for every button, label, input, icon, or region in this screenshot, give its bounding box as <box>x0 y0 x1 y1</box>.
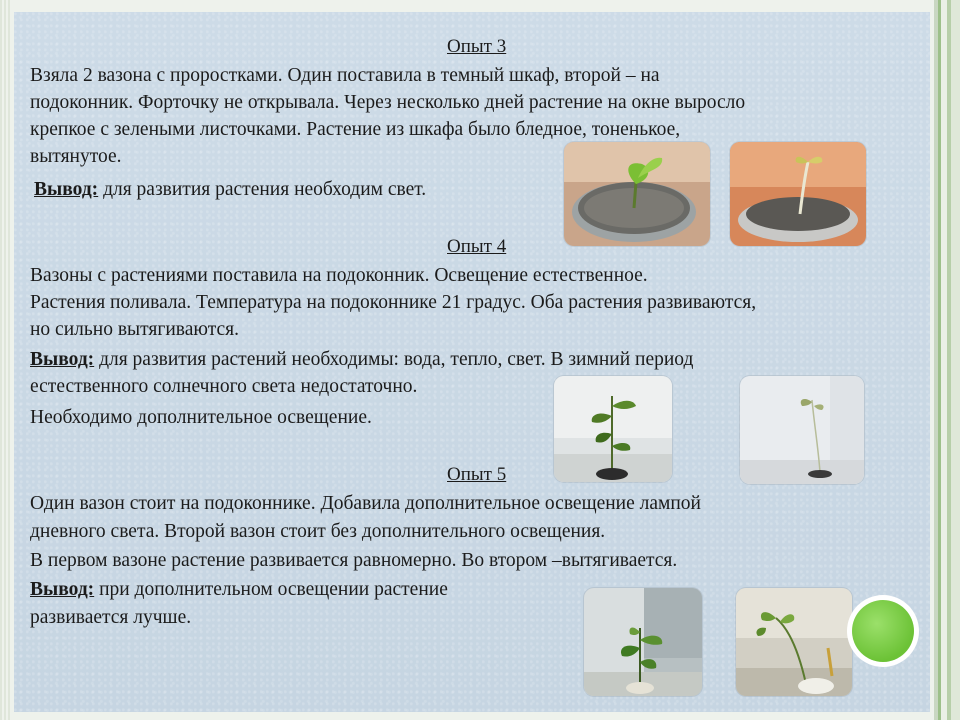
exp3-line-4: вытянутое. <box>30 146 122 167</box>
exp4-line-2: Растения поливала. Температура на подоконнике 21 градус. Оба растения развиваются, <box>30 292 757 313</box>
exp5-conclusion-text: при дополнительном освещении растение <box>94 579 448 600</box>
plant-from-cabinet-photo <box>730 142 866 246</box>
exp4-line-3: но сильно вытягиваются. <box>30 319 239 340</box>
left-decorative-stripe <box>0 0 12 720</box>
exp3-line-3: крепкое с зелеными листочками. Растение из шкафа было бледное, тоненькое, <box>30 119 681 140</box>
exp3-line-2: подоконник. Форточку не открывала. Через несколько дней растение на окне выросло <box>30 92 746 113</box>
exp4-conclusion <box>30 346 693 374</box>
exp4-extra-line-1: естественного солнечного света недостаточно. <box>30 376 418 397</box>
exp5-extra-line-1: развивается лучше. <box>30 607 192 628</box>
exp5-line-3: В первом вазоне растение развивается равномерно. Во втором –вытягивается. <box>30 550 678 571</box>
exp5-title: Опыт 5 <box>447 464 507 485</box>
exp3-conclusion <box>34 176 426 204</box>
exp3-line-1: Взяла 2 вазона с проростками. Один поставила в темный шкаф, второй – на <box>30 65 660 86</box>
decorative-green-circle <box>852 600 914 662</box>
right-decorative-bar <box>934 0 960 720</box>
exp3-conclusion-label: Вывод: <box>34 179 99 200</box>
exp3-conclusion-text: для развития растения необходим свет. <box>98 179 427 200</box>
exp5-no-lamp-plant-photo <box>736 588 852 696</box>
content-panel <box>14 12 930 712</box>
exp4-conclusion-text: для развития растений необходимы: вода, тепло, свет. В зимний период <box>94 349 694 370</box>
exp5-line-1: Один вазон стоит на подоконнике. Добавила дополнительное освещение лампой <box>30 493 701 514</box>
exp5-line-2: дневного света. Второй вазон стоит без дополнительного освещения. <box>30 521 606 542</box>
exp5-lamp-plant-photo <box>584 588 702 696</box>
exp5-conclusion-label: Вывод: <box>30 579 95 600</box>
exp4-title: Опыт 4 <box>447 236 507 257</box>
exp4-extra-line-2: Необходимо дополнительное освещение. <box>30 407 372 428</box>
exp5-conclusion <box>30 576 448 604</box>
exp4-plant-photo-1 <box>554 376 672 482</box>
exp4-plant-photo-2 <box>740 376 864 484</box>
exp4-conclusion-label: Вывод: <box>30 349 95 370</box>
plant-on-window-photo <box>564 142 710 246</box>
exp4-line-1: Вазоны с растениями поставила на подоконник. Освещение естественное. <box>30 265 648 286</box>
exp3-title: Опыт 3 <box>447 36 507 57</box>
